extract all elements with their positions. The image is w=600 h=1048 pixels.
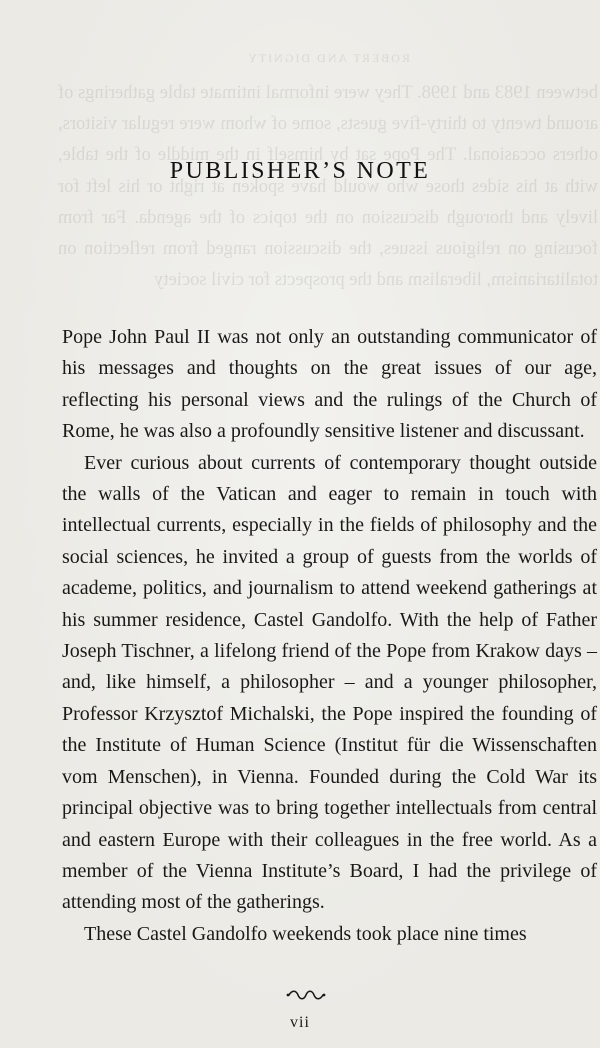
bleed-through-paragraph: between 1983 and 1998. They were informal intimate table gatherings of around twenty to thirty-five guests, some of whom were regular visitors, others occasional. The Pope sat by himself in the middle of the table, with at his sides those who would have spoken at right or his left for lively and thorough discussion on the topics of the agenda. Far from focusing on religious issues, the discussion ranged from reflection on totalitarianism, liberalism and the prospects for civil society <box>58 83 598 291</box>
page-number: vii <box>290 1014 310 1031</box>
note-body <box>62 322 597 950</box>
ornament-flourish-icon <box>286 988 326 1002</box>
paragraph-1: Pope John Paul II was not only an outstanding communicator of his messages and thoughts on the great issues of our age, reflecting his personal views and the rulings of the Church of Rome, he was also a profoundly sensitive listener and discussant. <box>62 326 597 443</box>
bleed-through-running-head: ROBERT AND DIGNITY <box>246 51 410 65</box>
page-title: PUBLISHER’S NOTE <box>169 158 431 184</box>
paragraph-3: These Castel Gandolfo weekends took place nine times <box>84 922 527 945</box>
paragraph-2: Ever curious about currents of contemporary thought outside the walls of the Vatican and eager to remain in touch with intellectual currents, especially in the fields of philosophy and the social sciences, he invited a group of guests from the worlds of academe, politics, and journalism to attend weekend gatherings at his summer residence, Castel Gandolfo. With the help of Father Joseph Tischner, a lifelong friend of the Pope from Krakow days – and, like himself, a philosopher – and a younger philosopher, Professor Krzysztof Michalski, the Pope inspired the founding of the Institute of Human Science (Institut für die Wissenschaften vom Menschen), in Vienna. Founded during the Cold War its principal objective was to bring together intellectuals from central and eastern Europe with their colleagues in the free world. As a member of the Vienna Institute’s Board, I had the privilege of attending most of the gatherings. <box>62 451 597 914</box>
